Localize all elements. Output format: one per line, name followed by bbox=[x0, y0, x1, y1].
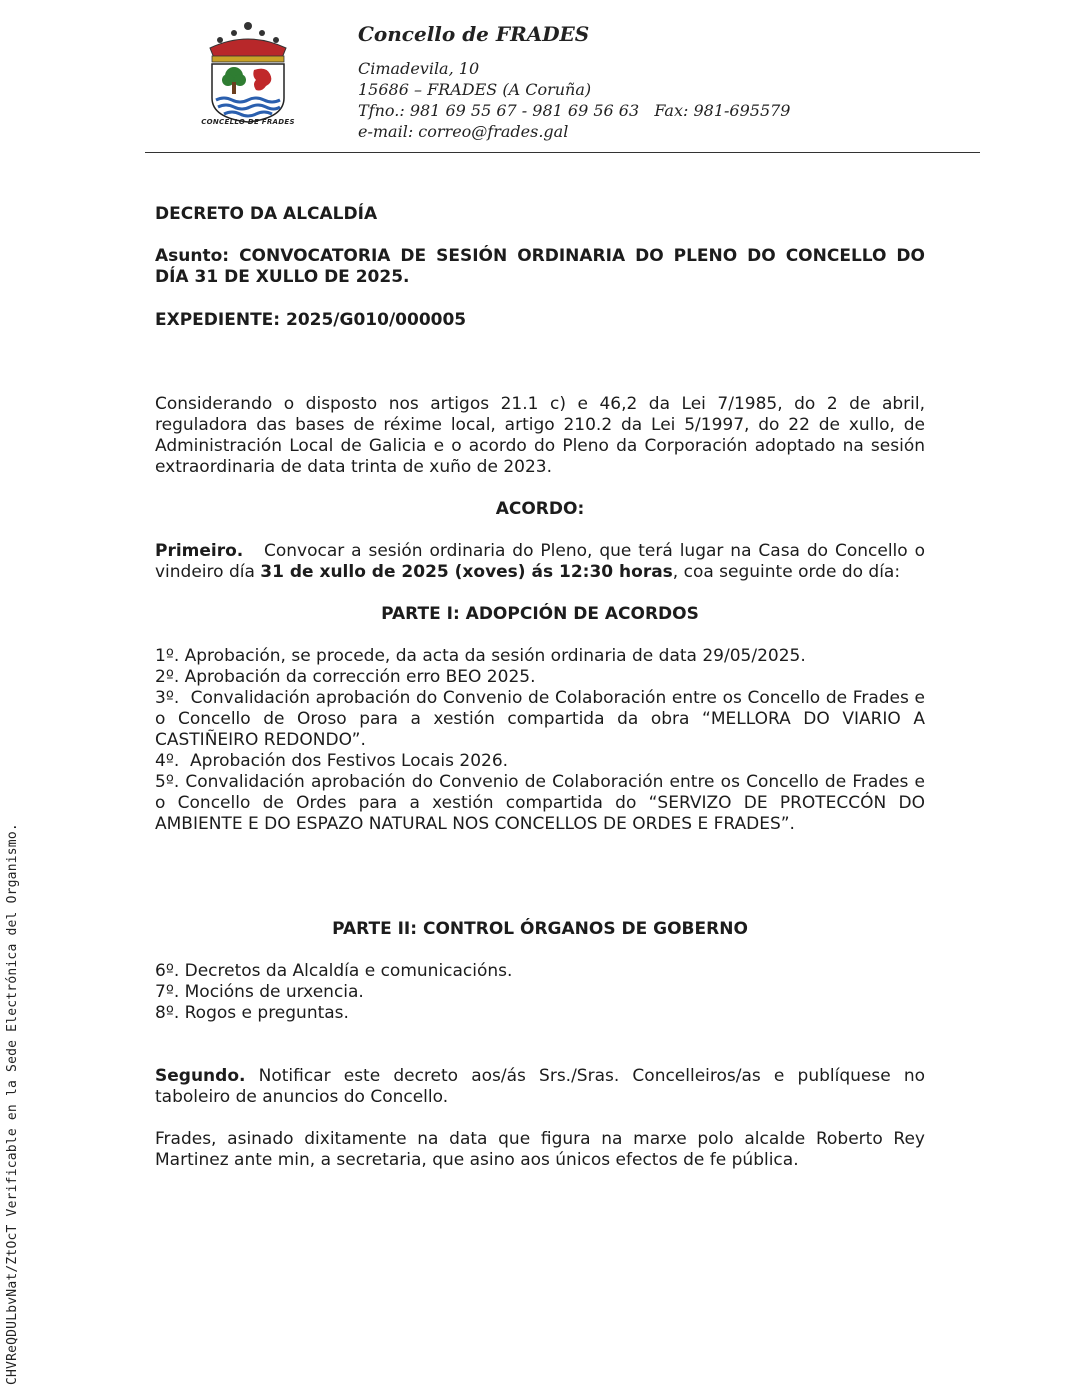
segundo-paragraph bbox=[155, 1066, 925, 1108]
list-item: 4º. Aprobación dos Festivos Locais 2026. bbox=[155, 751, 509, 771]
address-phone-fax: Tfno.: 981 69 55 67 - 981 69 56 63 Fax: 981-695579 bbox=[358, 101, 791, 120]
address-email: e-mail: correo@frades.gal bbox=[358, 122, 569, 141]
subject-text: CONVOCATORIA DE SESIÓN ORDINARIA DO PLENO DO CONCELLO DO DÍA 31 DE XULLO DE 2025. bbox=[155, 246, 925, 287]
list-item: 6º. Decretos da Alcaldía e comunicacións. bbox=[155, 961, 513, 981]
subject bbox=[155, 246, 925, 288]
subject-label: Asunto: bbox=[155, 246, 230, 266]
address-city: 15686 – FRADES (A Coruña) bbox=[358, 80, 592, 99]
verification-stamp: CHVReQDULbvNat/ZtOcT Verificable en la Sede Electrónica del Organismo. bbox=[5, 823, 20, 1385]
considerando-paragraph: Considerando o disposto nos artigos 21.1 c) e 46,2 da Lei 7/1985, do 2 de abril, reguladora das bases de réxime local, artigo 210.2 da Lei 5/1997, do 22 de xullo, de Administración Local de Galicia e o acordo do Pleno da Corporación adoptado na sesión extraordinaria de data trinta de xuño de 2023. bbox=[155, 394, 925, 477]
expediente: EXPEDIENTE: 2025/G010/000005 bbox=[155, 310, 467, 330]
list-item: 2º. Aprobación da corrección erro BEO 2025. bbox=[155, 667, 536, 687]
municipal-crest-logo bbox=[196, 18, 300, 128]
parte1-heading: PARTE I: ADOPCIÓN DE ACORDOS bbox=[381, 604, 699, 624]
closing-paragraph: Frades, asinado dixitamente na data que figura na marxe polo alcalde Roberto Rey Martinez ante min, a secretaria, que asino aos únicos efectos de fe pública. bbox=[155, 1129, 925, 1170]
primeiro-label: Primeiro. bbox=[155, 541, 244, 561]
acordo-heading: ACORDO: bbox=[495, 499, 585, 519]
address-street: Cimadevila, 10 bbox=[358, 59, 480, 78]
primeiro-text-before: Convocar a sesión ordinaria do Pleno, que terá lugar na Casa do Concello o vindeiro día bbox=[155, 541, 925, 582]
letterhead bbox=[358, 22, 790, 142]
list-item: 1º. Aprobación, se procede, da acta da sesión ordinaria de data 29/05/2025. bbox=[155, 646, 806, 666]
list-item: 8º. Rogos e preguntas. bbox=[155, 1003, 349, 1023]
parte1-list bbox=[155, 646, 931, 835]
primeiro-paragraph bbox=[155, 541, 925, 583]
parte2-heading: PARTE II: CONTROL ÓRGANOS DE GOBERNO bbox=[332, 919, 748, 939]
document-title: DECRETO DA ALCALDÍA bbox=[155, 204, 378, 224]
primeiro-text-after: , coa seguinte orde do día: bbox=[672, 562, 901, 582]
document-body bbox=[155, 204, 931, 1171]
list-item: 7º. Mocións de urxencia. bbox=[155, 982, 364, 1002]
segundo-text: Notificar este decreto aos/ás Srs./Sras. Concelleiros/as e publíquese no taboleiro de anuncios do Concello. bbox=[155, 1066, 925, 1107]
organization-name: Concello de FRADES bbox=[358, 22, 590, 46]
header-divider bbox=[145, 152, 980, 153]
crest-caption: CONCELLO DE FRADES bbox=[201, 118, 295, 126]
parte2-list bbox=[155, 961, 925, 1024]
list-item: 5º. Convalidación aprobación do Convenio de Colaboración entre os Concello de Frades e o Concello de Ordes para a xestión compartida do “SERVIZO DE PROTECCÓN DO AMBIENTE E DO ESPAZO NATURAL NOS CONCELLOS DE ORDES E FRADES”. bbox=[155, 772, 925, 834]
primeiro-date: 31 de xullo de 2025 (xoves) ás 12:30 horas bbox=[260, 562, 673, 582]
segundo-label: Segundo. bbox=[155, 1066, 246, 1086]
list-item: 3º. Convalidación aprobación do Convenio de Colaboración entre os Concello de Frades e o Concello de Oroso para a xestión compartida da obra “MELLORA DO VIARIO A CASTIÑEIRO REDONDO”. bbox=[155, 688, 931, 750]
